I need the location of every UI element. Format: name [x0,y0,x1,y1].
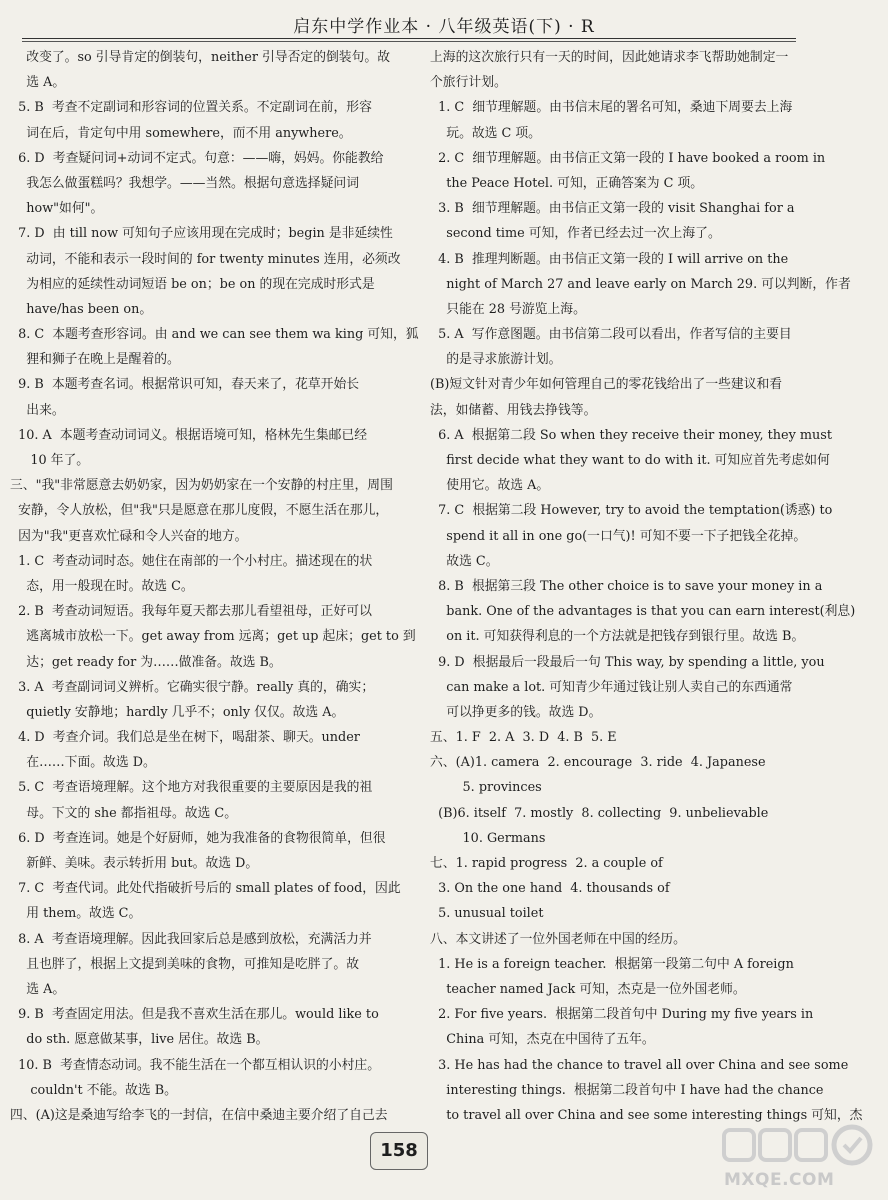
text-line: bank. One of the advantages is that you can earn interest(利息) [430,604,856,620]
text-line: 6. D 考查疑问词+动词不定式。句意：——嗨，妈妈。你能教给 [10,150,384,166]
text-line: 10 年了。 [10,453,90,468]
text-line: 3. He has had the chance to travel all over China and see some [430,1057,849,1073]
text-line: 6. D 考查连词。她是个好厨师，她为我准备的食物很简单，但很 [10,830,386,846]
text-line: couldn't 不能。故选 B。 [10,1082,177,1098]
text-line: 安静，令人放松，但"我"只是愿意在那儿度假，不愿生活在那儿， [10,503,389,519]
text-line: 3. B 细节理解题。由书信正文第一段的 visit Shanghai for a [430,201,795,217]
text-line: 玩。故选 C 项。 [430,125,541,141]
text-line: 1. C 考查动词时态。她住在南部的一个小村庄。描述现在的状 [10,553,373,569]
text-line: 7. D 由 till now 可知句子应该用现在完成时；begin 是非延续性 [10,226,393,242]
text-line: 六、(A)1. camera 2. encourage 3. ride 4. Japanese [430,755,766,771]
watermark-logo-icon [720,1118,880,1174]
text-line: 在……下面。故选 D。 [10,755,156,771]
text-line: night of March 27 and leave early on March 29. 可以判断，作者 [430,276,851,292]
text-line: 2. C 细节理解题。由书信正文第一段的 I have booked a room in [430,150,826,166]
text-line: 7. C 考查代词。此处代指破折号后的 small plates of food，因此 [10,881,401,897]
text-line: can make a lot. 可知青少年通过钱让别人卖自己的东西通常 [430,679,793,695]
text-line: 三、"我"非常愿意去奶奶家，因为奶奶家在一个安静的村庄里，周围 [10,478,393,494]
text-line: 5. A 写作意图题。由书信第二段可以看出，作者写信的主要目 [430,327,792,343]
text-line: 只能在 28 号游览上海。 [430,301,586,317]
text-line: (B)短文针对青少年如何管理自己的零花钱给出了一些建议和看 [430,377,783,393]
text-line: teacher named Jack 可知，杰克是一位外国老师。 [430,981,746,997]
text-line: 态，用一般现在时。故选 C。 [10,578,194,594]
text-line: 6. A 根据第二段 So when they receive their money, they must [430,427,833,443]
text-line: 逃离城市放松一下。get away from 远离；get up 起床；get to 到 [10,629,416,645]
text-line: 选 A。 [10,981,66,997]
text-line: 2. For five years. 根据第二段首句中 During my five years in [430,1007,814,1023]
text-line: to travel all over China and see some interesting things 可知，杰 [430,1107,863,1123]
text-line: 3. A 考查副词词义辨析。它确实很宁静。really 真的，确实； [10,679,375,695]
text-line: 法，如储蓄、用钱去挣钱等。 [430,402,597,418]
text-line: 达；get ready for 为……做准备。故选 B。 [10,654,282,670]
text-line: 1. He is a foreign teacher. 根据第一段第二句中 A foreign [430,956,794,972]
text-line: 母。下文的 she 都指祖母。故选 C。 [10,805,238,821]
text-line: 7. C 根据第二段 However, try to avoid the temptation(诱惑) to [430,503,833,519]
text-line: 为相应的延续性动词短语 be on；be on 的现在完成时形式是 [10,276,375,292]
text-line: 故选 C。 [430,553,499,569]
text-line: 5. provinces [430,780,542,796]
text-line: 8. B 根据第三段 The other choice is to save your money in a [430,578,823,594]
text-line: 词在后，肯定句中用 somewhere，而不用 anywhere。 [10,125,352,141]
text-line: 动词，不能和表示一段时间的 for twenty minutes 连用，必须改 [10,251,401,267]
text-line: 上海的这次旅行只有一天的时间，因此她请求李飞帮助她制定一 [430,50,789,65]
text-line: 3. On the one hand 4. thousands of [430,881,670,897]
text-line: 狸和狮子在晚上是醒着的。 [10,352,180,368]
text-line: second time 可知，作者已经去过一次上海了。 [430,226,721,242]
text-line: 用 them。故选 C。 [10,906,142,922]
text-line: 9. B 考查固定用法。但是我不喜欢生活在那儿。would like to [10,1007,379,1023]
text-line: 5. C 考查语境理解。这个地方对我很重要的主要原因是我的祖 [10,780,373,796]
text-line: 四、(A)这是桑迪写给李飞的一封信，在信中桑迪主要介绍了自己去 [10,1107,388,1123]
text-line: 8. C 本题考查形容词。由 and we can see them wa king 可知，狐 [10,327,419,343]
text-line: the Peace Hotel. 可知，正确答案为 C 项。 [430,175,704,191]
watermark-url: MXQE.COM [724,1170,835,1190]
text-line: 4. D 考查介词。我们总是坐在树下，喝甜茶、聊天。under [10,730,360,746]
text-line: quietly 安静地；hardly 几乎不；only 仅仅。故选 A。 [10,704,345,720]
text-line: 七、1. rapid progress 2. a couple of [430,856,663,871]
text-line: 且也胖了，根据上文提到美味的食物，可推知是吃胖了。故 [10,956,359,972]
text-line: 出来。 [10,402,65,418]
text-line: 新鲜、美味。表示转折用 but。故选 D。 [10,856,259,871]
text-line: do sth. 愿意做某事，live 居住。故选 B。 [10,1032,269,1048]
text-line: have/has been on。 [10,301,153,317]
text-line: 1. C 细节理解题。由书信末尾的署名可知，桑迪下周要去上海 [430,100,793,116]
header-rule [22,38,796,39]
text-line: 选 A。 [10,75,66,91]
text-line: 9. B 本题考查名词。根据常识可知，春天来了，花草开始长 [10,377,360,393]
text-line: 5. unusual toilet [430,906,544,922]
text-line: 可以挣更多的钱。故选 D。 [430,704,602,720]
text-line: 5. B 考查不定副词和形容词的位置关系。不定副词在前，形容 [10,100,372,116]
text-line: 使用它。故选 A。 [430,478,550,494]
text-line: how"如何"。 [10,201,104,217]
header-rule-thin [22,41,796,42]
text-line: 10. B 考查情态动词。我不能生活在一个都互相认识的小村庄。 [10,1057,381,1073]
text-line: 个旅行计划。 [430,75,507,91]
text-line: 9. D 根据最后一段最后一句 This way, by spending a little, you [430,654,825,670]
text-line: 的是寻求旅游计划。 [430,352,562,368]
text-line: 10. Germans [430,830,546,846]
running-header: 启东中学作业本 · 八年级英语(下) · R [293,17,595,37]
watermark [720,1118,880,1194]
text-line: 8. A 考查语境理解。因此我回家后总是感到放松，充满活力并 [10,931,372,947]
text-line: 4. B 推理判断题。由书信正文第一段的 I will arrive on the [430,251,789,267]
text-line: first decide what they want to do with it. 可知应首先考虑如何 [430,453,830,468]
text-line: 10. A 本题考查动词词义。根据语境可知，格林先生集邮已经 [10,427,368,443]
text-line: (B)6. itself 7. mostly 8. collecting 9. unbelievable [430,805,769,821]
text-line: 2. B 考查动词短语。我每年夏天都去那儿看望祖母，正好可以 [10,604,372,620]
text-line: 五、1. F 2. A 3. D 4. B 5. E [430,730,617,746]
text-line: 因为"我"更喜欢忙碌和令人兴奋的地方。 [10,528,248,544]
text-line: spend it all in one go(一口气)! 可知不要一下子把钱全花掉。 [430,528,807,544]
right-column [430,45,863,1128]
text-line: 八、本文讲述了一位外国老师在中国的经历。 [430,931,686,947]
text-line: on it. 可知获得利息的一个方法就是把钱存到银行里。故选 B。 [430,629,805,645]
text-line: 我怎么做蛋糕吗？我想学。——当然。根据句意选择疑问词 [10,175,359,191]
text-line: China 可知，杰克在中国待了五年。 [430,1032,655,1048]
text-line: 改变了。so 引导肯定的倒装句，neither 引导否定的倒装句。故 [10,50,390,65]
left-column [10,45,419,1128]
page-number: 158 [370,1132,428,1170]
text-line: interesting things. 根据第二段首句中 I have had the chance [430,1082,824,1098]
